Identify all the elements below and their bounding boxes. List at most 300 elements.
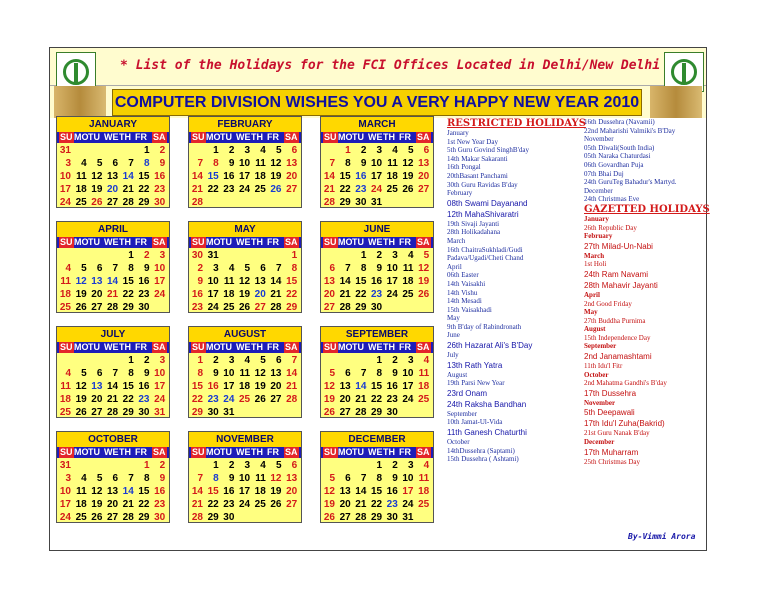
calendar-day: 28 bbox=[122, 197, 134, 208]
calendar-day: 1 bbox=[143, 460, 150, 471]
calendar-day: 3 bbox=[244, 145, 251, 156]
month-august bbox=[188, 326, 302, 418]
holiday-line: 14th Vaisakhi bbox=[447, 279, 486, 288]
calendar-day: 20 bbox=[418, 171, 430, 182]
calendar-day: 26 bbox=[323, 407, 335, 418]
calendar-day: 1 bbox=[128, 250, 134, 261]
holiday-line: March bbox=[447, 236, 466, 245]
calendar-day: 25 bbox=[386, 184, 398, 195]
weekday-label: SA bbox=[417, 237, 430, 247]
holiday-line: April bbox=[447, 262, 462, 271]
holiday-line: 15th Dussehra ( Ashtami) bbox=[447, 455, 519, 464]
calendar-day: 22 bbox=[122, 289, 134, 300]
holiday-line: 15th Independence Day bbox=[584, 333, 651, 342]
calendar-day: 25 bbox=[59, 407, 71, 418]
month-name: SEPTEMBER bbox=[321, 327, 433, 342]
calendar-day: 21 bbox=[106, 394, 119, 405]
calendar-day: 3 bbox=[159, 250, 166, 261]
weekday-label: FR bbox=[135, 132, 147, 142]
calendar-day: 14 bbox=[355, 486, 367, 497]
calendar-day: 1 bbox=[345, 145, 351, 156]
calendar-day: 6 bbox=[423, 145, 430, 156]
calendar-day: 25 bbox=[223, 302, 235, 313]
calendar-day: 25 bbox=[75, 512, 87, 523]
calendar-day: 14 bbox=[122, 486, 134, 497]
weekday-label: FR bbox=[399, 237, 411, 247]
calendar-day: 8 bbox=[128, 368, 134, 379]
author-byline: By-Vimmi Arora bbox=[628, 532, 696, 541]
month-name: JULY bbox=[57, 327, 169, 342]
weekday-label: MO bbox=[206, 132, 221, 142]
calendar-day: 16 bbox=[386, 381, 398, 392]
weekday-label: TH bbox=[251, 237, 263, 247]
calendar-day: 5 bbox=[329, 368, 335, 379]
calendar-day: 29 bbox=[286, 302, 298, 313]
calendar-day: 21 bbox=[339, 289, 351, 300]
calendar-day: 21 bbox=[122, 499, 134, 510]
calendar-day: 10 bbox=[238, 158, 251, 169]
calendar-day: 13 bbox=[339, 381, 351, 392]
calendar-day: 12 bbox=[75, 381, 87, 392]
calendar-day: 27 bbox=[106, 197, 119, 208]
calendar-day: 29 bbox=[370, 512, 383, 523]
weekday-header bbox=[57, 132, 169, 143]
holiday-line: 16th ChaitraSukhladi/Gudi bbox=[447, 245, 523, 254]
month-name: MAY bbox=[189, 222, 301, 237]
calendar-day: 23 bbox=[154, 184, 166, 195]
calendar-day: 17 bbox=[154, 381, 166, 392]
calendar-day: 6 bbox=[291, 460, 298, 471]
month-name: AUGUST bbox=[189, 327, 301, 342]
weekday-label: TH bbox=[119, 132, 131, 142]
weekday-label: WE bbox=[104, 447, 119, 457]
calendar-day: 5 bbox=[407, 145, 414, 156]
calendar-day: 15 bbox=[122, 276, 134, 287]
calendar-day: 28 bbox=[323, 197, 335, 208]
calendar-day: 10 bbox=[59, 486, 71, 497]
calendar-day: 17 bbox=[370, 171, 383, 182]
calendar-day: 26 bbox=[91, 197, 103, 208]
calendar-day: 1 bbox=[197, 355, 203, 366]
calendar-day: 9 bbox=[213, 368, 219, 379]
holiday-line: Padava/Ugadi/Cheti Chand bbox=[447, 254, 524, 263]
holiday-line: 17th Muharram bbox=[584, 447, 639, 457]
weekday-label: SA bbox=[285, 237, 298, 247]
weekday-label: MO bbox=[338, 237, 353, 247]
calendar-day: 12 bbox=[254, 368, 266, 379]
calendar-day: 28 bbox=[106, 407, 119, 418]
holiday-line: 21st Guru Nanak B'day bbox=[584, 429, 650, 438]
calendar-day: 22 bbox=[138, 499, 150, 510]
weekday-header bbox=[321, 237, 433, 248]
calendar-day: 7 bbox=[275, 263, 282, 274]
calendar-day: 22 bbox=[191, 394, 203, 405]
calendar-day: 9 bbox=[376, 263, 383, 274]
holiday-line: 27th Milad-Un-Nabi bbox=[584, 241, 653, 251]
restricted-holidays-title: RESTRICTED HOLIDAYS bbox=[447, 118, 586, 129]
calendar-day: 24 bbox=[59, 197, 71, 208]
calendar-day: 18 bbox=[223, 289, 235, 300]
calendar-day: 4 bbox=[228, 263, 235, 274]
weekday-label: MO bbox=[338, 342, 353, 352]
calendar-day: 6 bbox=[112, 158, 119, 169]
holiday-line: November bbox=[584, 398, 616, 407]
calendar-day: 13 bbox=[270, 368, 282, 379]
month-name: FEBRUARY bbox=[189, 117, 301, 132]
calendar-day: 30 bbox=[138, 302, 150, 313]
calendar-day: 2 bbox=[159, 460, 166, 471]
calendar-day: 3 bbox=[244, 460, 251, 471]
calendar-day: 28 bbox=[270, 302, 282, 313]
gazetted-holidays-title: GAZETTED HOLIDAYS bbox=[584, 203, 710, 215]
calendar-day: 30 bbox=[138, 407, 150, 418]
weekday-label: SU bbox=[192, 132, 205, 142]
calendar-day: 27 bbox=[339, 512, 351, 523]
calendar-day: 6 bbox=[345, 368, 351, 379]
holiday-line: 2nd Janamashtami bbox=[584, 352, 652, 362]
weekday-label: SU bbox=[324, 132, 337, 142]
calendar-day: 6 bbox=[291, 145, 298, 156]
calendar-day: 8 bbox=[376, 368, 383, 379]
calendar-day: 6 bbox=[345, 473, 351, 484]
calendar-day: 2 bbox=[143, 250, 150, 261]
calendar-day: 16 bbox=[154, 486, 166, 497]
calendar-day: 9 bbox=[143, 263, 150, 274]
holiday-line: 28th Holikadahana bbox=[447, 228, 501, 237]
calendar-day: 16 bbox=[355, 171, 367, 182]
calendar-day: 28 bbox=[191, 512, 203, 523]
calendar-day: 6 bbox=[329, 263, 335, 274]
calendar-day: 1 bbox=[376, 460, 383, 471]
weekday-label: SU bbox=[60, 132, 73, 142]
calendar-day: 21 bbox=[355, 394, 367, 405]
weekday-label: SU bbox=[60, 342, 73, 352]
calendar-day: 14 bbox=[286, 368, 298, 379]
calendar-day: 8 bbox=[143, 473, 150, 484]
calendar-day: 27 bbox=[91, 302, 103, 313]
calendar-day: 4 bbox=[423, 460, 430, 471]
calendar-day: 16 bbox=[223, 171, 235, 182]
holiday-line: 17th Idu'l Zuha(Bakrid) bbox=[584, 419, 665, 429]
calendar-day: 19 bbox=[91, 499, 103, 510]
weekday-label: TU bbox=[88, 237, 100, 247]
calendar-day: 16 bbox=[138, 276, 150, 287]
holiday-line: 11th Ganesh Chaturthi bbox=[447, 428, 527, 438]
calendar-day: 12 bbox=[91, 171, 103, 182]
calendar-day: 23 bbox=[223, 184, 235, 195]
calendar-day: 18 bbox=[59, 289, 71, 300]
holiday-line: 05th Naraka Chaturdasi bbox=[584, 152, 651, 161]
holiday-line: 19th Parsi New Year bbox=[447, 379, 505, 388]
calendar-day: 27 bbox=[106, 512, 119, 523]
calendar-day: 2 bbox=[228, 145, 235, 156]
holiday-line: May bbox=[447, 314, 460, 323]
weekday-label: FR bbox=[267, 132, 279, 142]
calendar-day: 8 bbox=[345, 158, 351, 169]
calendar-day: 3 bbox=[407, 460, 414, 471]
weekday-header bbox=[189, 237, 301, 248]
calendar-day: 10 bbox=[223, 368, 235, 379]
calendar-day: 8 bbox=[213, 158, 219, 169]
weekday-label: FR bbox=[399, 132, 411, 142]
weekday-label: FR bbox=[267, 237, 279, 247]
calendar-day: 8 bbox=[213, 473, 219, 484]
holiday-line: 06th Easter bbox=[447, 271, 479, 280]
weekday-label: TH bbox=[119, 237, 131, 247]
calendar-day: 11 bbox=[418, 368, 430, 379]
calendar-day: 8 bbox=[376, 473, 383, 484]
calendar-day: 10 bbox=[370, 158, 383, 169]
calendar-day: 5 bbox=[260, 355, 266, 366]
weekday-header bbox=[321, 447, 433, 458]
calendar-day: 30 bbox=[355, 197, 367, 208]
holiday-line: 24th Christmas Eve bbox=[584, 195, 640, 204]
calendar-day: 16 bbox=[386, 486, 398, 497]
calendar-day: 11 bbox=[387, 158, 398, 169]
calendar-day: 16 bbox=[207, 381, 219, 392]
calendar-day: 10 bbox=[238, 473, 251, 484]
calendar-day: 31 bbox=[59, 460, 71, 471]
holiday-line: 24th Raksha Bandhan bbox=[447, 399, 527, 409]
weekday-label: WE bbox=[368, 342, 383, 352]
weekday-label: MO bbox=[74, 447, 89, 457]
weekday-label: WE bbox=[236, 132, 251, 142]
weekday-label: MO bbox=[206, 342, 221, 352]
calendar-day: 9 bbox=[228, 158, 235, 169]
calendar-day: 12 bbox=[91, 486, 103, 497]
calendar-day: 30 bbox=[191, 250, 203, 261]
calendar-day: 8 bbox=[291, 263, 298, 274]
calendar-day: 19 bbox=[270, 171, 282, 182]
calendar-day: 16 bbox=[138, 381, 150, 392]
holiday-line: 05th Diwali(South India) bbox=[584, 143, 655, 152]
calendar-day: 17 bbox=[386, 276, 398, 287]
calendar-day: 3 bbox=[65, 473, 71, 484]
calendar-day: 5 bbox=[96, 473, 103, 484]
month-december bbox=[320, 431, 434, 523]
calendar-day: 12 bbox=[418, 263, 430, 274]
wheat-image-right bbox=[650, 86, 702, 118]
calendar-day: 28 bbox=[339, 302, 351, 313]
holiday-line: 17th Dussehra bbox=[584, 388, 637, 398]
calendar-day: 17 bbox=[59, 499, 71, 510]
calendar-day: 20 bbox=[91, 289, 103, 300]
calendar-day: 26 bbox=[270, 499, 282, 510]
calendar-day: 17 bbox=[238, 486, 251, 497]
weekday-label: TU bbox=[220, 447, 232, 457]
calendar-day: 28 bbox=[106, 302, 119, 313]
weekday-header bbox=[57, 237, 169, 248]
calendar-day: 28 bbox=[122, 512, 134, 523]
calendar-day: 29 bbox=[370, 407, 383, 418]
weekday-label: FR bbox=[399, 342, 411, 352]
holiday-line: 10th Jamat-Ul-Vida bbox=[447, 418, 503, 427]
calendar-day: 25 bbox=[418, 499, 430, 510]
calendar-day: 7 bbox=[128, 473, 134, 484]
calendar-day: 17 bbox=[59, 184, 71, 195]
weekday-label: TU bbox=[220, 132, 232, 142]
calendar-day: 2 bbox=[143, 355, 150, 366]
holiday-line: 1st Holi bbox=[584, 260, 607, 269]
calendar-day: 29 bbox=[122, 302, 134, 313]
calendar-day: 29 bbox=[207, 512, 219, 523]
calendar-day: 1 bbox=[376, 355, 383, 366]
calendar-day: 7 bbox=[197, 473, 203, 484]
calendar-day: 22 bbox=[207, 184, 219, 195]
holiday-line: September bbox=[447, 409, 477, 418]
calendar-day: 29 bbox=[138, 197, 150, 208]
calendar-day: 17 bbox=[402, 381, 414, 392]
calendar-day: 21 bbox=[270, 289, 282, 300]
holiday-line: 26th Hazarat Ali's B'Day bbox=[447, 341, 533, 351]
calendar-day: 19 bbox=[91, 184, 103, 195]
calendar-day: 23 bbox=[223, 499, 235, 510]
calendar-day: 7 bbox=[197, 158, 203, 169]
calendar-day: 23 bbox=[207, 394, 219, 405]
calendar-day: 11 bbox=[60, 381, 71, 392]
weekday-label: SU bbox=[324, 237, 337, 247]
calendar-day: 23 bbox=[154, 499, 166, 510]
month-october bbox=[56, 431, 170, 523]
weekday-label: TH bbox=[383, 132, 395, 142]
weekday-header bbox=[321, 132, 433, 143]
calendar-day: 20 bbox=[91, 394, 103, 405]
weekday-label: WE bbox=[104, 132, 119, 142]
weekday-label: WE bbox=[368, 447, 383, 457]
calendar-day: 20 bbox=[339, 499, 351, 510]
calendar-day: 9 bbox=[392, 368, 398, 379]
holiday-line: October bbox=[584, 370, 609, 379]
calendar-day: 4 bbox=[260, 460, 266, 471]
calendar-day: 3 bbox=[392, 250, 398, 261]
calendar-day: 29 bbox=[339, 197, 351, 208]
calendar-day: 13 bbox=[418, 158, 430, 169]
calendar-day: 14 bbox=[270, 276, 282, 287]
calendar-day: 2 bbox=[376, 250, 383, 261]
calendar-day: 19 bbox=[238, 289, 251, 300]
weekday-label: SA bbox=[285, 132, 298, 142]
calendar-day: 23 bbox=[355, 184, 367, 195]
weekday-label: MO bbox=[338, 447, 353, 457]
calendar-day: 13 bbox=[286, 158, 298, 169]
calendar-day: 26 bbox=[402, 184, 414, 195]
calendar-day: 11 bbox=[418, 473, 430, 484]
calendar-day: 12 bbox=[75, 276, 87, 287]
calendar-day: 31 bbox=[402, 512, 414, 523]
holiday-line: July bbox=[447, 351, 459, 360]
calendar-day: 2 bbox=[392, 460, 398, 471]
calendar-day: 25 bbox=[75, 197, 87, 208]
holiday-line: August bbox=[584, 325, 606, 334]
wheat-image-left bbox=[54, 86, 106, 118]
calendar-day: 18 bbox=[418, 486, 430, 497]
month-february bbox=[188, 116, 302, 208]
calendar-day: 30 bbox=[207, 407, 219, 418]
calendar-day: 27 bbox=[286, 184, 298, 195]
calendar-day: 18 bbox=[402, 276, 414, 287]
calendar-day: 15 bbox=[370, 486, 383, 497]
calendar-day: 20 bbox=[323, 289, 335, 300]
calendar-day: 2 bbox=[159, 145, 166, 156]
calendar-day: 31 bbox=[154, 407, 166, 418]
holiday-line: 14thDussehra (Saptami) bbox=[447, 446, 515, 455]
calendar-day: 19 bbox=[270, 486, 282, 497]
calendar-day: 24 bbox=[238, 184, 251, 195]
calendar-day: 29 bbox=[122, 407, 134, 418]
month-name: NOVEMBER bbox=[189, 432, 301, 447]
calendar-day: 22 bbox=[138, 184, 150, 195]
calendar-day: 18 bbox=[418, 381, 430, 392]
weekday-label: SA bbox=[153, 237, 166, 247]
calendar-day: 18 bbox=[75, 184, 87, 195]
calendar-day: 25 bbox=[418, 394, 430, 405]
calendar-day: 30 bbox=[370, 302, 383, 313]
calendar-day: 27 bbox=[254, 302, 266, 313]
calendar-day: 24 bbox=[59, 512, 71, 523]
new-year-banner: COMPUTER DIVISION WISHES YOU A VERY HAPPY NEW YEAR 2010 bbox=[112, 89, 642, 116]
calendar-day: 6 bbox=[260, 263, 266, 274]
calendar-day: 11 bbox=[239, 368, 251, 379]
calendar-day: 9 bbox=[143, 368, 150, 379]
calendar-day: 12 bbox=[323, 381, 335, 392]
weekday-label: SA bbox=[417, 447, 430, 457]
calendar-day: 30 bbox=[223, 512, 235, 523]
holiday-line: 23rd Onam bbox=[447, 388, 488, 398]
weekday-label: SA bbox=[417, 132, 430, 142]
calendar-day: 29 bbox=[355, 302, 367, 313]
holiday-line: 15th Vaisakhadi bbox=[447, 305, 492, 314]
calendar-day: 12 bbox=[270, 158, 282, 169]
holiday-line: 07th Bhai Duj bbox=[584, 169, 624, 178]
weekday-label: TU bbox=[352, 447, 364, 457]
calendar-day: 24 bbox=[154, 289, 166, 300]
calendar-day: 31 bbox=[59, 145, 71, 156]
month-september bbox=[320, 326, 434, 418]
month-january bbox=[56, 116, 170, 208]
calendar-day: 15 bbox=[122, 381, 134, 392]
calendar-day: 9 bbox=[228, 473, 235, 484]
calendar-day: 15 bbox=[191, 381, 203, 392]
calendar-day: 2 bbox=[360, 145, 367, 156]
weekday-label: SA bbox=[153, 447, 166, 457]
calendar-day: 14 bbox=[191, 171, 203, 182]
calendar-day: 25 bbox=[254, 499, 266, 510]
calendar-day: 19 bbox=[418, 276, 430, 287]
calendar-day: 14 bbox=[191, 486, 203, 497]
holiday-line: 16th Dussehra (Navamii) bbox=[584, 118, 655, 126]
calendar-day: 10 bbox=[386, 263, 398, 274]
holiday-line: December bbox=[584, 438, 615, 447]
weekday-label: FR bbox=[135, 237, 147, 247]
calendar-day: 14 bbox=[106, 381, 119, 392]
calendar-day: 20 bbox=[286, 486, 298, 497]
weekday-label: TU bbox=[88, 447, 100, 457]
calendar-day: 21 bbox=[106, 289, 119, 300]
calendar-day: 2 bbox=[197, 263, 203, 274]
calendar-day: 17 bbox=[207, 289, 219, 300]
weekday-header bbox=[57, 447, 169, 458]
weekday-label: MO bbox=[74, 132, 89, 142]
calendar-day: 7 bbox=[128, 158, 134, 169]
calendar-day: 16 bbox=[223, 486, 235, 497]
weekday-label: TU bbox=[88, 132, 100, 142]
month-july bbox=[56, 326, 170, 418]
calendar-day: 12 bbox=[238, 276, 251, 287]
calendar-day: 11 bbox=[60, 276, 71, 287]
calendar-day: 16 bbox=[370, 276, 383, 287]
calendar-day: 30 bbox=[386, 407, 398, 418]
calendar-day: 24 bbox=[370, 184, 383, 195]
